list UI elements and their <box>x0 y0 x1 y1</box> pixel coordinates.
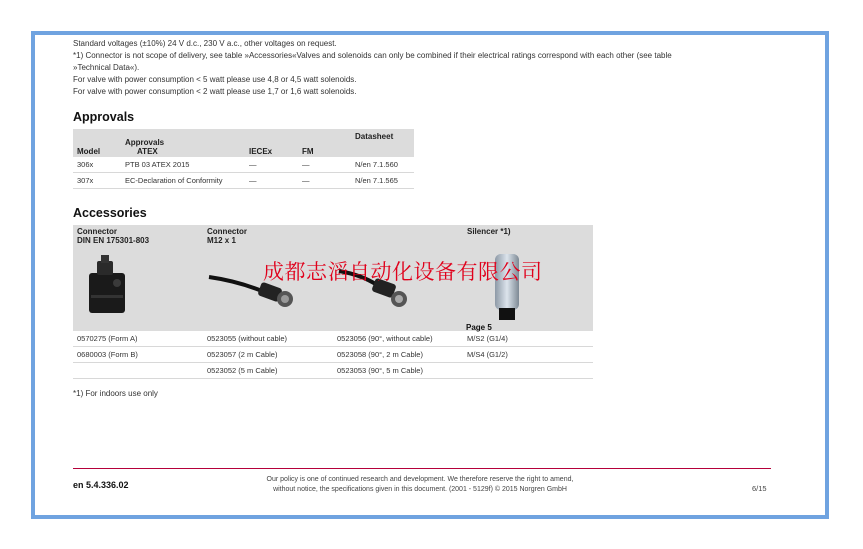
cell-m12: 0523055 (without cable) <box>203 331 333 347</box>
col-din-connector <box>73 225 203 247</box>
document-code: en 5.4.336.02 <box>73 480 129 490</box>
cell-m12: 0523052 (5 m Cable) <box>203 363 333 379</box>
cell-datasheet: N/en 7.1.565 <box>351 173 414 189</box>
col-m12-line1: Connector <box>207 227 247 236</box>
table-row <box>73 157 414 173</box>
note-line: For valve with power consumption < 5 watt please use 4,8 or 4,5 watt solenoids. <box>73 75 357 84</box>
cell-silencer: M/S4 (G1/2) <box>463 347 593 363</box>
col-din-line1: Connector <box>77 227 117 236</box>
accessories-table <box>73 225 593 379</box>
cell-din: 0680003 (Form B) <box>73 347 203 363</box>
note-line: »Technical Data«). <box>73 63 140 72</box>
table-row <box>73 331 593 347</box>
note-line: *1) Connector is not scope of delivery, see table »Accessories«Valves and solenoids can only be combined if their electrical ratings correspond with each other (see table <box>73 51 672 60</box>
approvals-table <box>73 129 414 189</box>
table-row <box>73 173 414 189</box>
cell-m12-angled: 0523056 (90°, without cable) <box>333 331 463 347</box>
table-row <box>73 347 593 363</box>
footer-divider <box>73 468 771 469</box>
notes-block <box>73 38 773 98</box>
accessories-heading: Accessories <box>73 206 147 220</box>
silencer-page-ref[interactable]: Page 5 <box>466 323 492 332</box>
cell-fm: — <box>298 157 351 173</box>
col-approvals <box>121 129 245 157</box>
col-approvals-label: Approvals <box>125 138 165 147</box>
note-line: For valve with power consumption < 2 watt please use 1,7 or 1,6 watt solenoids. <box>73 87 357 96</box>
col-silencer: Silencer *1) <box>463 225 593 247</box>
watermark-text: 成都志滔自动化设备有限公司 <box>263 261 543 284</box>
col-m12-line2: M12 x 1 <box>207 236 236 245</box>
cell-silencer <box>463 363 593 379</box>
cell-m12-angled: 0523053 (90°, 5 m Cable) <box>333 363 463 379</box>
cell-m12-angled: 0523058 (90°, 2 m Cable) <box>333 347 463 363</box>
footer-policy-line: without notice, the specifications given in this document. (2001 - 5129f) © 2015 Norgren GmbH <box>273 486 567 493</box>
col-m12-connector <box>203 225 333 247</box>
col-fm: FM <box>298 129 351 157</box>
cell-silencer: M/S2 (G1/4) <box>463 331 593 347</box>
footer-policy-line: Our policy is one of continued research and development. We therefore reserve the right to amend, <box>266 476 574 483</box>
din-connector-image-cell <box>73 247 203 331</box>
cell-din: 0570275 (Form A) <box>73 331 203 347</box>
col-datasheet: Datasheet <box>351 129 414 157</box>
table-row <box>73 363 593 379</box>
din-connector-icon <box>77 255 137 321</box>
col-model: Model <box>73 129 121 157</box>
approvals-heading: Approvals <box>73 110 135 124</box>
cell-m12: 0523057 (2 m Cable) <box>203 347 333 363</box>
col-m12-angled <box>333 225 463 247</box>
page-number: 6/15 <box>752 484 767 493</box>
note-line: Standard voltages (±10%) 24 V d.c., 230 V a.c., other voltages on request. <box>73 39 337 48</box>
col-iecex: IECEx <box>245 129 298 157</box>
footer-policy <box>225 475 615 495</box>
cell-fm: — <box>298 173 351 189</box>
cell-iecex: — <box>245 173 298 189</box>
cell-datasheet: N/en 7.1.560 <box>351 157 414 173</box>
cell-atex: EC-Declaration of Conformity <box>121 173 245 189</box>
col-din-line2: DIN EN 175301-803 <box>77 236 150 245</box>
cell-model: 307x <box>73 173 121 189</box>
cell-iecex: — <box>245 157 298 173</box>
indoor-note: *1) For indoors use only <box>73 389 158 398</box>
cell-din <box>73 363 203 379</box>
cell-atex: PTB 03 ATEX 2015 <box>121 157 245 173</box>
col-atex-label: ATEX <box>137 147 158 156</box>
cell-model: 306x <box>73 157 121 173</box>
